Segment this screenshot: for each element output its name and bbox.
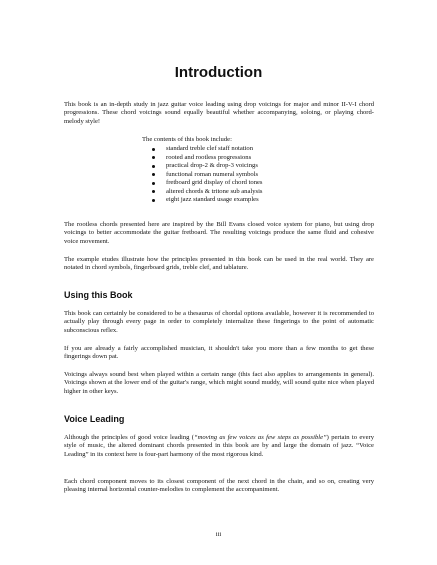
bullet-icon: [152, 156, 155, 159]
using-paragraph-1: This book can certainly be considered to be a thesaurus of chordal options available, however it is recommended to actually play through every page in order to completely internalize these fingerings to the point of automatic subconscious reflex.: [64, 310, 374, 334]
rootless-paragraph: The rootless chords presented here are inspired by the Bill Evans closed voice system for piano, but using drop voicings to better accommodate the guitar fretboard. The resulting voicings produce the same fluid and cohesive voice movement.: [64, 221, 374, 245]
using-paragraph-3: Voicings always sound best when played within a certain range (this fact also applies to arrangements in general). Voicings shown at the lower end of the guitar's range, which might sound muddy, will sound quite nice when played higher in other keys.: [64, 371, 374, 395]
list-item: [152, 188, 263, 197]
list-item-label: functional roman numeral symbols: [166, 170, 259, 178]
voice-leading-paragraph-2: Each chord component moves to its closest component of the next chord in the chain, and so on, creating very pleasing internal horizontal counter-melodies to complement the accompaniment.: [64, 478, 374, 494]
bullet-icon: [152, 182, 155, 185]
list-item-label: practical drop-2 & drop-3 voicings: [166, 162, 258, 169]
bullet-icon: [152, 190, 155, 193]
intro-paragraph: This book is an in-depth study in jazz guitar voice leading using drop voicings for major and minor II-V-I chord progressions. These chord voicings sound equally beautiful whether accompanying, soloing, or playing chord-melody style!: [64, 101, 374, 125]
using-book-heading: Using this Book: [64, 290, 133, 300]
list-item-label: rooted and rootless progressions: [166, 153, 252, 161]
contents-list: [152, 145, 263, 205]
list-item: [152, 179, 263, 188]
list-item: [152, 196, 263, 205]
list-item: [152, 145, 263, 154]
voice-leading-paragraph-1: [64, 434, 374, 459]
bullet-icon: [152, 148, 155, 151]
list-item-label: altered chords & tritone sub analysis: [166, 187, 263, 195]
list-item-label: eight jazz standard usage examples: [166, 196, 259, 203]
list-item: [152, 154, 263, 163]
list-item-label: standard treble clef staff notation: [166, 145, 254, 152]
list-item: [152, 171, 263, 180]
etudes-paragraph: The example etudes illustrate how the principles presented in this book can be used in the real world. They are notated in chord symbols, fingerboard grids, treble clef, and tablature.: [64, 256, 374, 272]
using-paragraph-2: If you are already a fairly accomplished musician, it shouldn't take you more than a few months to get these fingerings down pat.: [64, 345, 374, 361]
bullet-icon: [152, 165, 155, 168]
voice-leading-text-start: Although the principles of good voice leading (: [64, 434, 194, 441]
page-title: Introduction: [174, 64, 263, 81]
bullet-icon: [152, 199, 155, 202]
page-number: iii: [215, 531, 222, 538]
voice-leading-text-end: ) pertain to every style of music, the altered dominant chords presented in this book are by and large the domain of jazz. “Voice Leading” in its context here is four-part harmony of the most rigorous kind.: [64, 434, 374, 458]
bullet-icon: [152, 173, 155, 176]
list-item-label: fretboard grid display of chord tones: [166, 179, 263, 186]
voice-leading-quote: “moving as few voices as few steps as possible”: [193, 434, 327, 441]
list-item: [152, 162, 263, 171]
voice-leading-heading: Voice Leading: [64, 414, 125, 424]
contents-intro: The contents of this book include:: [142, 136, 232, 143]
